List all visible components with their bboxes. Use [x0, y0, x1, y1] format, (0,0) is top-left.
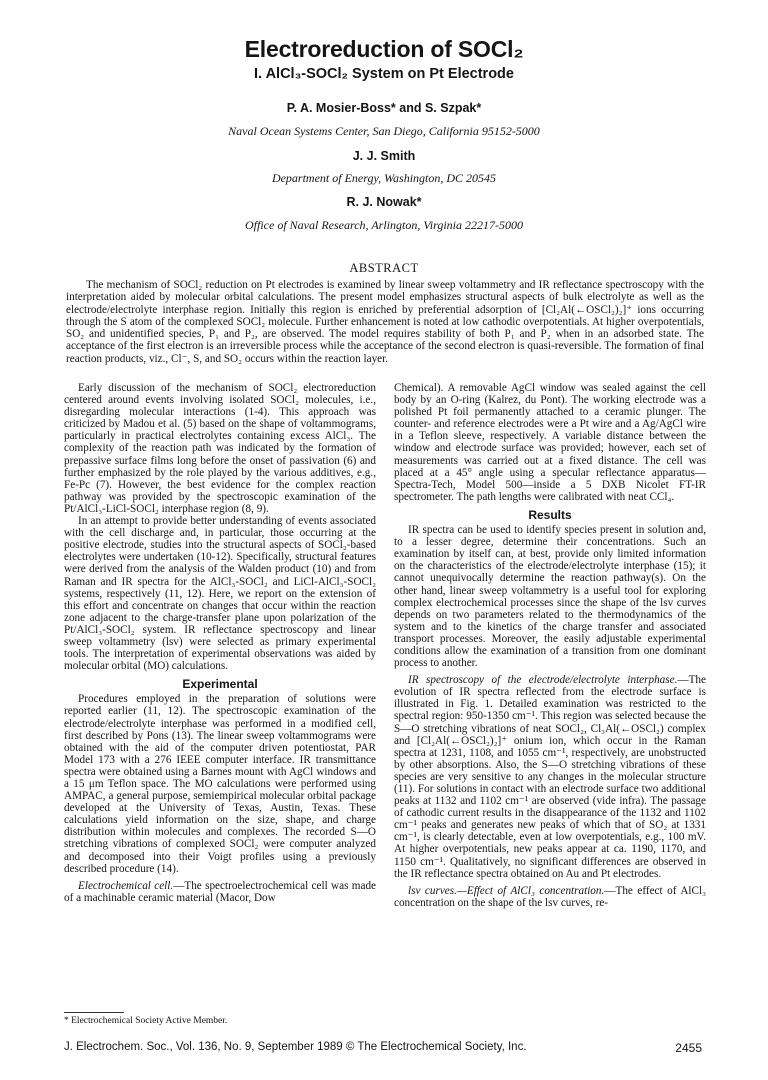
page-number: 2455	[675, 1041, 702, 1055]
author-line-2: J. J. Smith	[352, 149, 416, 163]
affiliation-3: Office of Naval Research, Arlington, Virginia 22217-5000	[245, 218, 523, 232]
affiliation-2: Department of Energy, Washington, DC 20545	[271, 171, 497, 185]
ir-spectroscopy-text: —The evolution of IR spectra reflected from the electrode surface is illustrated in Fig. 1. Detailed examination was restricted to the spectral region: 950-1350 cm⁻¹. This region was selected because the S—O stretching vibrations of neat SOCl₂, Cl₃Al(←OSCl₂) complex and [Cl₂Al(←OSCl₂)₂]⁺ onium ion, which occur in the Raman spectra at 1231, 1108, and 1055 cm⁻¹, respectively, are unobstructed by other absorptions. Also, the S—O stretching vibrations of these species are very sensitive to any changes in the molecular structure (11). For solutions in contact with an electrode surface two additional peaks at 1132 and 1102 cm⁻¹ are observed (vide infra). The passage of cathodic current results in the disappearance of the 1132 and 1102 cm⁻¹ peaks and generates new peaks of which that of SO₂ at 1331 cm⁻¹, is clearly detectable, even at low overpotentials, e.g., 100 mV. At higher overpotentials, new peaks appear at ca. 1190, 1170, and 1150 cm⁻¹. Qualitatively, no significant differences are observed in the IR reflectance spectra obtained on Au and Pt electrodes.	[394, 674, 706, 880]
lsv-curves-lead: lsv curves.—Effect of AlCl₃ concentration.	[408, 884, 605, 897]
section-heading-results: Results	[528, 507, 572, 522]
electrochemical-cell-paragraph	[64, 880, 376, 904]
experimental-paragraph: Procedures employed in the preparation of solutions were reported earlier (11, 12). The spectroscopic examination of the electrode/electrolyte interphase was performed in a modified cell, first described by Pons (13). The linear sweep voltammograms were obtained with the aid of the computer driven potentiostat, PAR Model 173 with a 276 IEEE computer interface. IR transmittance spectra were obtained using a Barnes mount with AgCl windows and a 15 μm Teflon space. The MO calculations were performed using AMPAC, a general purpose, semiempirical molecular orbital package developed at the University of Texas, Austin, Texas. These calculations yield information on the size, shape, and charge distribution within molecules and complexes. The recorded S—O stretching vibrations of complexed SOCl₂ were computer analyzed and decomposed into their Voigt profiles using a previously described procedure (14).	[64, 693, 376, 875]
electrochemical-cell-lead: Electrochemical cell.	[78, 879, 174, 892]
footnote: * Electrochemical Society Active Member.	[64, 1016, 228, 1026]
electrochemical-cell-text: —The spectroelectrochemical cell was made of a machinable ceramic material (Macor, Dow	[64, 879, 377, 904]
footnote-divider	[64, 1012, 124, 1013]
abstract-heading: ABSTRACT	[349, 261, 419, 275]
lsv-curves-paragraph	[394, 885, 706, 909]
intro-paragraph-2: In an attempt to provide better understanding of events associated with the cell discharge and, in particular, those occurring at the positive electrode, studies into the structural aspects of SOCl₂-based electrolytes were undertaken (10-12). Specifically, structural features were derived from the analysis of the Walden product (10) and from Raman and IR spectra for the AlCl₃-SOCl₂ and LiCl-AlCl₃-SOCl₂ systems, respectively (11, 12). Here, we report on the extension of this effort and concentrate on changes that occur within the reaction zone adjacent to the charge-transfer plane upon polarization of the Pt/AlCl₃-SOCl₂ system. IR reflectance spectroscopy and linear sweep voltammetry (lsv) were selected as primary experimental tools. The interpretation of experimental observations was aided by molecular orbital (MO) calculations.	[64, 515, 376, 673]
results-paragraph-1: IR spectra can be used to identify species present in solution and, to a lesser degree, determine their concentrations. Such an examination by itself can, at best, provide only limited information on the characteristics of the electrode/electrolyte interphase (15); it cannot unequivocally determine the reaction pathway(s). On the other hand, linear sweep voltammetry is a useful tool for exploring complex electrochemical processes since the shape of the lsv curves depends on two parameters related to the thermodynamics of the system and to the kinetics of the charge transfer and associated transport processes. Moreover, the easily adjustable experimental conditions allow the examination of a transition from one dominant process to another.	[394, 524, 706, 670]
right-column	[394, 382, 706, 909]
author-line-1: P. A. Mosier-Boss* and S. Szpak*	[286, 101, 482, 115]
ir-spectroscopy-paragraph	[394, 674, 706, 880]
article-subtitle: I. AlCl₃-SOCl₂ System on Pt Electrode	[254, 66, 514, 82]
abstract-text: The mechanism of SOCl₂ reduction on Pt electrodes is examined by linear sweep voltammetry and IR reflectance spectroscopy with the interpretation aided by molecular orbital calculations. The present model emphasizes structural aspects of bulk electrolyte as well as the electrode/electrolyte interphase region. Initially this region is enriched by preferential adsorption of [Cl₂Al(←OSCl₂)₂]⁺ ions occurring through the S atom of the complexed SOCl₂ molecule. Further enhancement is noted at low cathodic overpotentials. At higher overpotentials, SO₂ and unidentified species, P₁ and P₂, are observed. The model requires stability of both P₁ and P₂ when in an adsorbed state. The acceptance of the first electron is an irreversible process while the acceptance of the second electron is quasi-reversible. The formation of final reaction products, viz., Cl⁻, S, and SO₂ occurs within the reaction layer.	[66, 279, 704, 365]
affiliation-1: Naval Ocean Systems Center, San Diego, California 95152-5000	[228, 124, 540, 138]
section-heading-experimental: Experimental	[182, 677, 258, 692]
intro-paragraph-1: Early discussion of the mechanism of SOCl₂ electroreduction centered around events involving isolated SOCl₂ molecules, i.e., disregarding molecular interactions (1-4). This approach was criticized by Madou et al. (5) based on the shape of voltammograms, particularly in practical electrolytes containing excess AlCl₃. The complexity of the reaction path was indicated by the formation of prepassive surface films long before the onset of passivation (6) and further emphasized by the role played by the various additives, e.g., Fe-Pc (7). However, the best evidence for the complex reaction pathway was provided by the spectroscopic examination of the Pt/AlCl₃-LiCl-SOCl₂ interphase region (8, 9).	[64, 382, 376, 515]
article-title: Electroreduction of SOCl₂	[244, 36, 524, 62]
journal-citation: J. Electrochem. Soc., Vol. 136, No. 9, September 1989 © The Electrochemical Society, Inc.	[64, 1041, 527, 1053]
abstract-body	[66, 279, 704, 365]
cell-continuation-paragraph: Chemical). A removable AgCl window was sealed against the cell body by an O-ring (Kalrez, du Pont). The working electrode was a polished Pt foil permanently attached to a ceramic plunger. The counter- and reference electrodes were a Pt wire and a Ag/AgCl wire in a Teflon sleeve, respectively. A variable distance between the window and electrode surface was provided; however, each set of measurements was carried out at a fixed distance. The cell was placed at a 45° angle using a specular reflectance apparatus—Spectra-Tech, Model 500—inside a 5 DXB Nicolet FT-IR spectrometer. The path lengths were calibrated with neat CCl₄.	[394, 382, 706, 503]
left-column	[64, 382, 376, 904]
ir-spectroscopy-lead: IR spectroscopy of the electrode/electrolyte interphase.	[408, 674, 678, 687]
author-line-3: R. J. Nowak*	[346, 195, 422, 209]
lsv-curves-text: —The effect of AlCl₃ concentration on the shape of the lsv curves, re-	[394, 884, 706, 909]
